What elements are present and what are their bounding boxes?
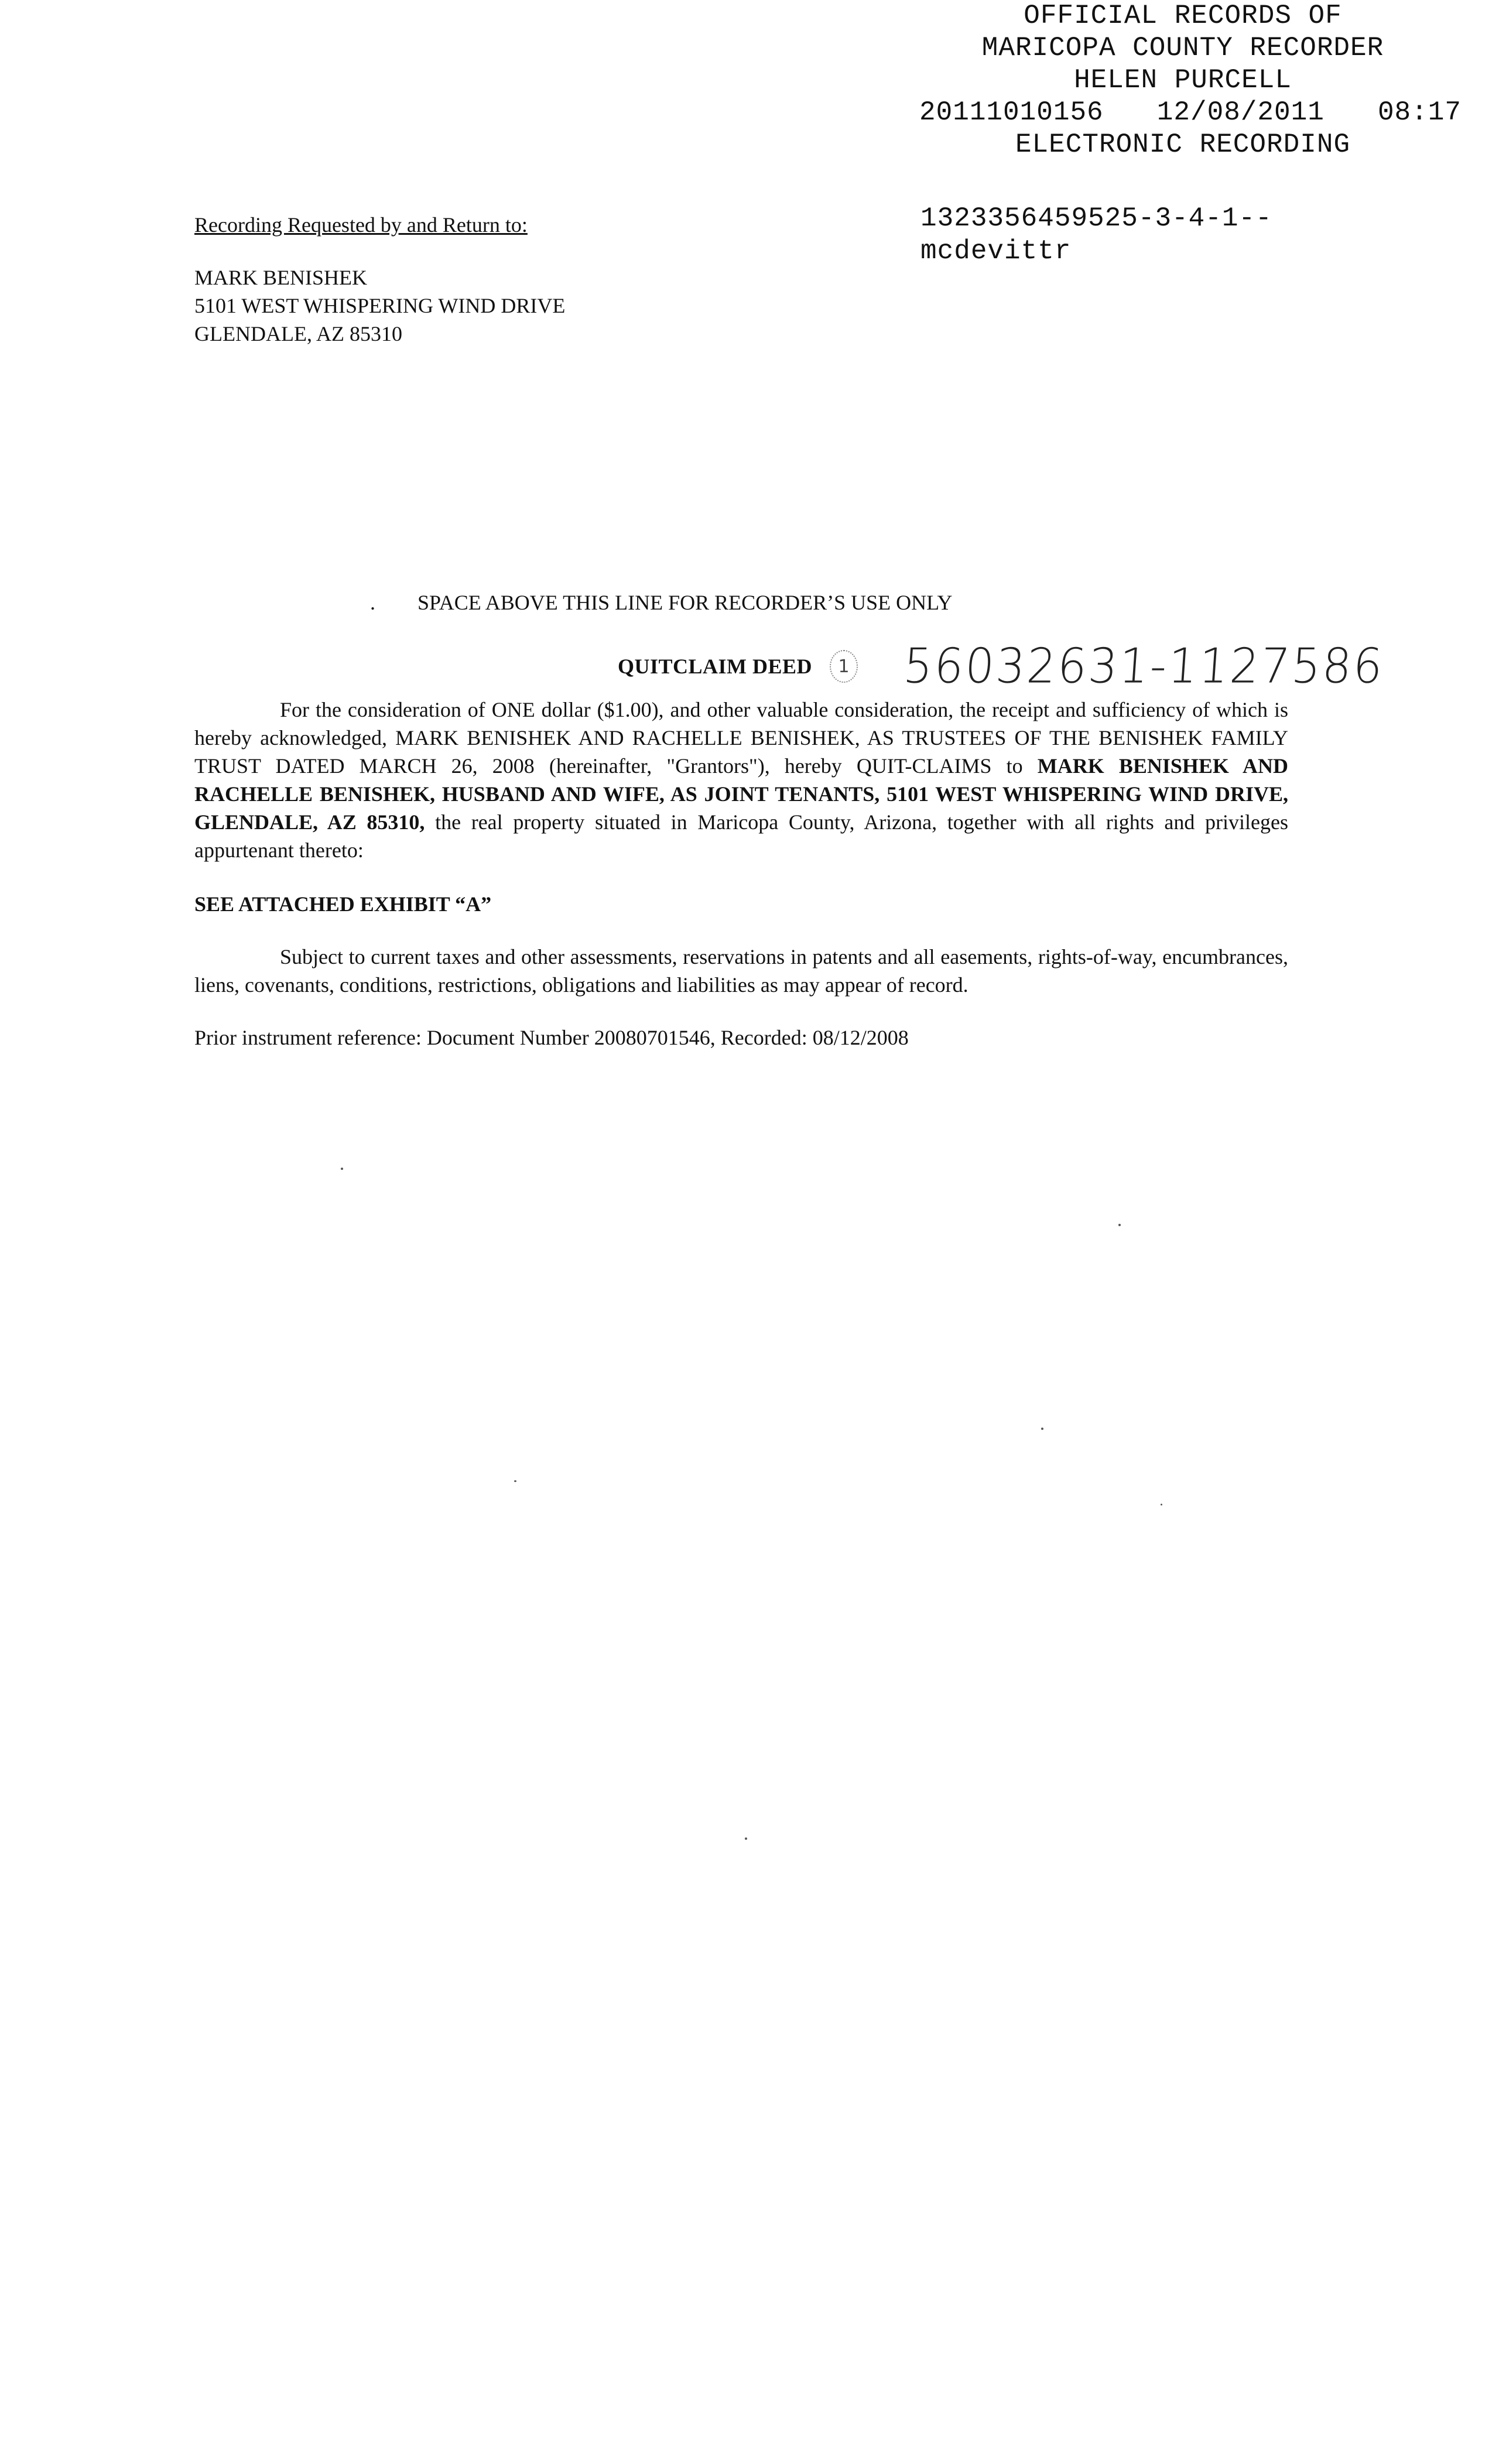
recorder-stamp xyxy=(896,0,1470,161)
return-to-street: 5101 WEST WHISPERING WIND DRIVE xyxy=(194,294,566,317)
stray-dot: . xyxy=(370,591,375,614)
stamp-recording-meta xyxy=(896,97,1470,129)
deed-title-row xyxy=(618,640,1384,693)
scan-speck xyxy=(1161,1504,1162,1505)
recorder-space-notice xyxy=(370,588,953,617)
subject-to-paragraph: Subject to current taxes and other assessments, reservations in patents and all easements, rights-of-way, encumbrances, liens, covenants, conditions, restrictions, obligations and liabilities as may appear of record. xyxy=(194,945,1288,997)
return-to-block xyxy=(194,211,565,348)
scan-speck xyxy=(1118,1224,1121,1226)
scan-speck xyxy=(341,1168,343,1170)
scan-speck xyxy=(514,1480,516,1482)
handwritten-number: 56032631-1127586 xyxy=(901,638,1386,694)
batch-id: 1323356459525-3-4-1-- xyxy=(920,203,1272,234)
circled-mark: 1 xyxy=(830,650,858,683)
batch-identifier xyxy=(920,202,1272,268)
consideration-paragraph xyxy=(194,696,1288,864)
consideration-text-c: the real property situated in Maricopa County, Arizona, together with all rights and privileges appurtenant thereto: xyxy=(194,810,1288,862)
stamp-line-official-records: OFFICIAL RECORDS OF xyxy=(1024,1,1342,31)
deed-title: QUITCLAIM DEED xyxy=(618,655,813,678)
recorder-space-text: SPACE ABOVE THIS LINE FOR RECORDER’S USE ONLY xyxy=(417,591,953,614)
stamp-recording-time: 08:17 xyxy=(1377,97,1462,128)
stamp-document-number: 20111010156 xyxy=(919,97,1104,128)
exhibit-reference: SEE ATTACHED EXHIBIT “A” xyxy=(194,892,492,916)
scan-speck xyxy=(745,1837,747,1840)
prior-instrument-reference: Prior instrument reference: Document Number 20080701546, Recorded: 08/12/2008 xyxy=(194,1026,909,1049)
stamp-line-recorder-name: HELEN PURCELL xyxy=(1074,65,1292,95)
consideration-text-a: For the consideration of ONE dollar ($1.00), and other valuable consideration, the receipt and sufficiency of which is hereby acknowledged, MARK BENISHEK AND RACHELLE BENISHEK, AS TRUSTEES OF THE BENISHEK FAMILY TRUST DATED MARCH 26, 2008 (hereinafter, "Grantors"), hereby QUIT-CLAIMS to xyxy=(194,698,1288,778)
return-to-address xyxy=(194,263,565,348)
return-to-city: GLENDALE, AZ 85310 xyxy=(194,322,402,345)
return-to-label: Recording Requested by and Return to: xyxy=(194,213,528,237)
stamp-line-electronic-recording: ELECTRONIC RECORDING xyxy=(1015,129,1351,160)
batch-user: mcdevittr xyxy=(920,236,1072,266)
grantees-bold: MARK BENISHEK AND RACHELLE BENISHEK, HUSBAND AND WIFE, AS JOINT TENANTS, 5101 WEST WHISPERING WIND DRIVE, GLENDALE, AZ 85310, xyxy=(194,754,1288,834)
stamp-line-county-recorder: MARICOPA COUNTY RECORDER xyxy=(981,33,1384,63)
stamp-recording-date: 12/08/2011 xyxy=(1156,97,1325,128)
return-to-name: MARK BENISHEK xyxy=(194,266,368,289)
scan-speck xyxy=(1041,1428,1043,1430)
